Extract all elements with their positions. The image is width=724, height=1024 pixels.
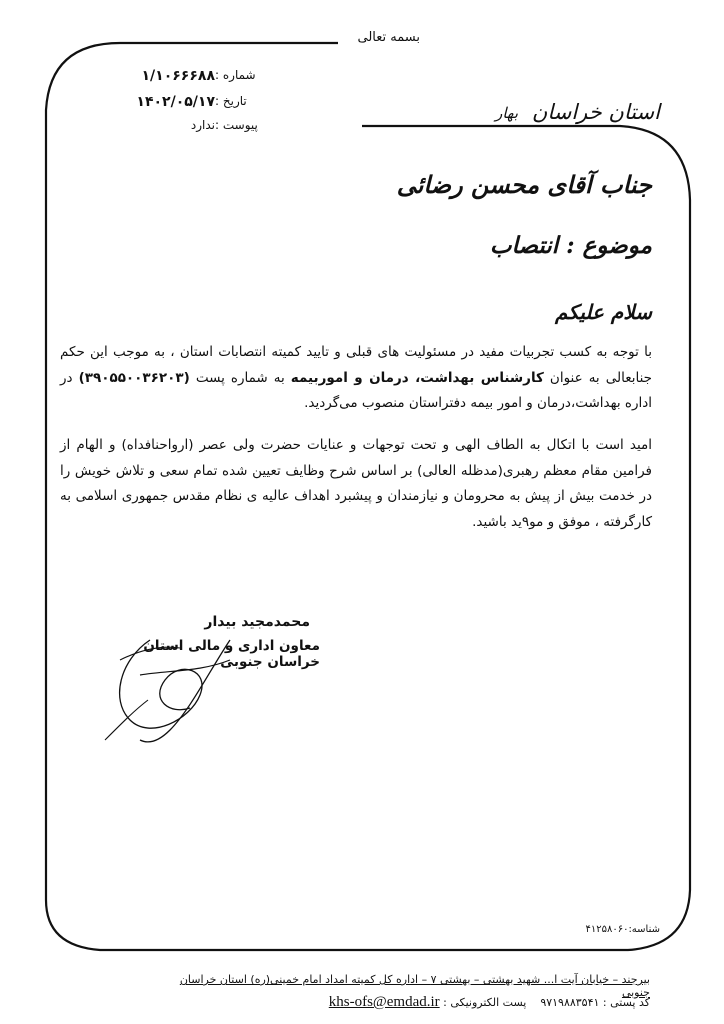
letter-number: ۱/۱۰۶۶۶۸۸ — [141, 68, 215, 84]
post-number: (۳۹۰۵۵۰۰۳۶۲۰۳) — [78, 369, 190, 386]
footer-address: بیرجند – خیابان آیت ا... شهید بهشتی – بهشتی ۷ – اداره کل کمیته امداد امام خمینی(ره) استان خراسان جنوبی — [179, 973, 650, 999]
email-address: khs-ofs@emdad.ir — [328, 994, 440, 1010]
signer-name: محمدمجید بیدار — [204, 614, 310, 630]
attachment-label: پیوست : — [215, 118, 258, 132]
basmala: بسمه تعالی — [357, 30, 420, 45]
attachment-value: ندارد — [190, 118, 215, 132]
email-label: پست الکترونیکی : — [443, 996, 527, 1009]
letter-number-label: شماره : — [215, 68, 256, 82]
season-label: بهار — [495, 104, 518, 122]
p1-text-2: به شماره پست — [189, 369, 291, 386]
footer-contact — [220, 994, 650, 1011]
subject-line: موضوع : انتصاب — [489, 232, 652, 259]
signer-title: معاون اداری و مالی استان خراسان جنوبی — [143, 638, 320, 670]
body-paragraph-2: امید است با اتکال به الطاف الهی و تحت توجهات و عنایات حضرت ولی عصر (ارواحنافداه) و الهام از فرامین مقام معظم رهبری(مدظله العالی) بر اساس شرح وظایف تعیین شده تمام سعی و تلاش خویش را در خدمت بیش از پیش به محرومان و نیازمندان و پیشبرد اهداف عالیه ی نظام مقدس جمهوری اسلامی به کارگرفته ، موفق و مو٩ید باشید. — [60, 437, 652, 530]
job-title: کارشناس بهداشت، درمان و اموربیمه — [290, 369, 544, 386]
addressee: جناب آقای محسن رضائی — [396, 170, 652, 199]
document-id: شناسه:۴۱۲۵۸۰۶۰ — [585, 924, 660, 935]
greeting: سلام علیکم — [555, 300, 652, 324]
p1-text-1: با توجه به کسب تجربیات مفید در مسئولیت های قبلی و تایید کمیته انتصابات استان ، به موجب این حکم جنابعالی به عنوان — [60, 344, 652, 386]
letter-date-label: تاریخ : — [215, 94, 247, 108]
province-title: استان خراسان — [531, 100, 660, 124]
postal-code: کد پستی : ۹۷۱۹۸۸۳۵۴۱ — [540, 996, 650, 1009]
body-paragraph-1 — [60, 340, 652, 417]
p1-text-3: در اداره بهداشت،درمان و امور بیمه دفتراستان منصوب می‌گردید. — [60, 369, 652, 411]
letter-date: ۱۴۰۲/۰۵/۱۷ — [136, 94, 215, 110]
